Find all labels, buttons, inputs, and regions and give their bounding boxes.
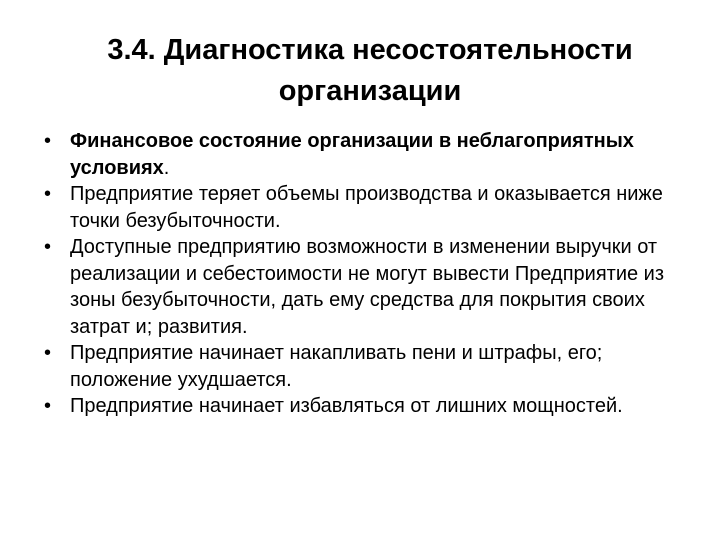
bullet-item (44, 128, 694, 181)
bullet-item (44, 340, 694, 393)
bullet-text: . (163, 156, 170, 179)
bullet-text: Предприятие начинает накапливать пени и штрафы, его; положение ухудшается. (70, 342, 603, 391)
bullet-marker: • (44, 342, 52, 364)
bullet-marker: • (44, 183, 52, 205)
bullet-marker: • (44, 395, 52, 417)
bullet-item (44, 181, 694, 234)
bullet-text: Доступные предприятию возможности в изменении выручки от реализации и себестоимости не могут вывести Предприятие из зоны безубыточности, дать ему средства для покрытия своих затрат и; развития. (70, 236, 665, 338)
slide-title (40, 30, 700, 112)
bullet-marker: • (44, 130, 52, 152)
bullet-text: Предприятие теряет объемы производства и оказывается ниже точки безубыточности. (70, 183, 663, 232)
slide-title-line-1: 3.4. Диагностика несостоятельности (107, 34, 633, 66)
bullet-marker: • (44, 236, 52, 258)
bullet-bold-text: Финансовое состояние организации в неблагоприятных условиях (70, 130, 634, 179)
bullet-list (44, 128, 694, 420)
bullet-text: Предприятие начинает избавляться от лишних мощностей. (70, 395, 623, 417)
bullet-item (44, 393, 694, 420)
bullet-item (44, 234, 694, 340)
slide-title-line-2: организации (278, 75, 462, 107)
